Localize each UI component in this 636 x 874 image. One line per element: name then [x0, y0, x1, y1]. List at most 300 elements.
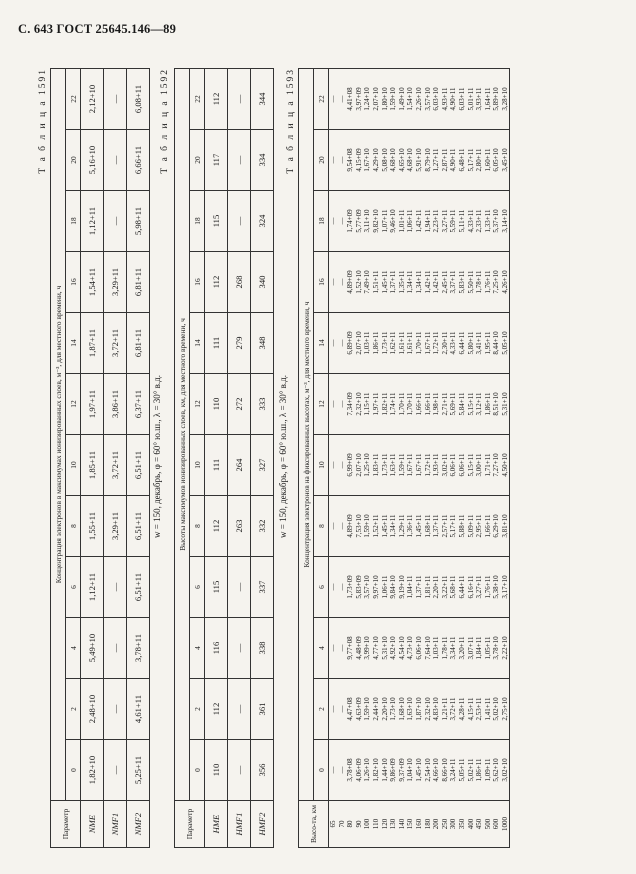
table-cell: —: [338, 496, 347, 557]
table-cell: 112: [205, 252, 228, 313]
row-label: 110: [372, 801, 381, 848]
table-cell: 6,03+11: [458, 69, 467, 130]
table-cell: 4,66+10: [432, 740, 441, 801]
table-cell: 4,54+10: [398, 618, 407, 679]
table-cell: 3,12+11: [475, 374, 484, 435]
table-row: [205, 69, 228, 848]
table-1592-title: w = 150, декабрь, φ = 60° ю.ш., λ = 30° в.д.: [278, 375, 288, 538]
table-cell: 1,83+11: [372, 435, 381, 496]
table-cell: 4,90+11: [449, 130, 458, 191]
table-cell: 1,82+11: [381, 374, 390, 435]
table-row: [484, 69, 493, 848]
table-cell: 1,64+11: [484, 69, 493, 130]
table-cell: 1,63+10: [406, 679, 415, 740]
row-label: 80: [346, 801, 355, 848]
table-cell: 1,98+11: [432, 374, 441, 435]
row-label: NME: [81, 801, 104, 848]
table-cell: 7,34+09: [346, 374, 355, 435]
table-row: [372, 69, 381, 848]
table-cell: 5,83+11: [458, 252, 467, 313]
table-cell: 5,84+11: [458, 374, 467, 435]
table-cell: 1,21+11: [441, 679, 450, 740]
table-cell: —: [104, 69, 127, 130]
table-cell: 2,95+11: [475, 496, 484, 557]
table-cell: 1,03+11: [432, 618, 441, 679]
table-cell: 3,14+10: [501, 191, 510, 252]
table-cell: 1,60+11: [484, 130, 493, 191]
hour-header: 16: [66, 252, 81, 313]
table-cell: 1,37+11: [432, 496, 441, 557]
hour-header: 4: [66, 618, 81, 679]
table-cell: 1,49+10: [398, 69, 407, 130]
table-cell: 117: [205, 130, 228, 191]
table-cell: 1,95+11: [484, 313, 493, 374]
table-row: [363, 69, 372, 848]
row-label: 250: [441, 801, 450, 848]
table-cell: 1,51+11: [372, 252, 381, 313]
table-cell: 1,67+11: [406, 435, 415, 496]
table-row: [228, 69, 251, 848]
table-cell: 1,45+11: [381, 496, 390, 557]
table-cell: 1,04+11: [406, 557, 415, 618]
hour-header: 0: [314, 740, 329, 801]
hour-header: 16: [190, 252, 205, 313]
table-cell: 6,51+11: [127, 435, 150, 496]
table-cell: 5,25+11: [127, 740, 150, 801]
table-cell: 1,12+11: [81, 557, 104, 618]
table-cell: 1,52+10: [355, 252, 364, 313]
table-cell: 1,59+10: [363, 679, 372, 740]
table-cell: 1,68+10: [398, 679, 407, 740]
table-cell: 9,97+10: [372, 557, 381, 618]
table-cell: 4,47+08: [346, 679, 355, 740]
table-cell: 2,54+10: [424, 740, 433, 801]
row-label: HME: [205, 801, 228, 848]
table-row: [475, 69, 484, 848]
table-cell: 5,38+10: [492, 557, 501, 618]
row-label: 65: [329, 801, 338, 848]
table-cell: 1,82+10: [81, 740, 104, 801]
table-cell: 1,72+11: [424, 435, 433, 496]
table-cell: 111: [205, 435, 228, 496]
hour-header: 10: [190, 435, 205, 496]
table-row: [449, 69, 458, 848]
table-cell: 1,01+11: [398, 191, 407, 252]
table-cell: 1,73+11: [381, 435, 390, 496]
hour-header: 14: [66, 313, 81, 374]
table-cell: 2,12+10: [81, 69, 104, 130]
table-cell: 112: [205, 679, 228, 740]
table-cell: —: [338, 252, 347, 313]
table-cell: 5,59+11: [449, 191, 458, 252]
table-cell: 4,50+10: [501, 435, 510, 496]
table-cell: 111: [205, 313, 228, 374]
table-cell: 1,66+11: [484, 496, 493, 557]
table-cell: —: [338, 557, 347, 618]
table-cell: 1,76+11: [484, 557, 493, 618]
table-cell: 3,27+11: [475, 557, 484, 618]
table-cell: 6,16+11: [467, 557, 476, 618]
table-cell: 4,93+11: [441, 69, 450, 130]
table-cell: —: [338, 191, 347, 252]
rotated-content: [36, 68, 596, 848]
hour-header: 12: [314, 374, 329, 435]
table-cell: 3,72+11: [449, 679, 458, 740]
table-cell: 356: [251, 740, 274, 801]
table-cell: 6,06+11: [449, 435, 458, 496]
table-cell: —: [228, 130, 251, 191]
row-label: 300: [449, 801, 458, 848]
table-cell: 2,32+10: [424, 679, 433, 740]
table-cell: 8,79+10: [424, 130, 433, 191]
row-label: 120: [381, 801, 390, 848]
table-cell: 1,34+11: [406, 252, 415, 313]
table-cell: 1,59+11: [398, 435, 407, 496]
table-cell: 9,54+08: [346, 130, 355, 191]
table-cell: 279: [228, 313, 251, 374]
table-cell: 333: [251, 374, 274, 435]
hour-header: 8: [190, 496, 205, 557]
table-cell: 4,29+10: [372, 130, 381, 191]
table-cell: —: [329, 435, 338, 496]
table-cell: —: [329, 374, 338, 435]
table-cell: 5,62+10: [492, 740, 501, 801]
table-row: [432, 69, 441, 848]
table-cell: 4,77+10: [372, 618, 381, 679]
hour-header: 14: [190, 313, 205, 374]
table-cell: 1,71+11: [484, 435, 493, 496]
table-cell: 4,83+10: [432, 679, 441, 740]
col-header: Параметр: [51, 801, 81, 848]
table-caption: Концентрация электронов в максимумах ионизированных слоев, м⁻³, для местного времени, ч: [51, 69, 66, 801]
table-cell: 361: [251, 679, 274, 740]
hour-header: 16: [314, 252, 329, 313]
table-cell: —: [338, 618, 347, 679]
table-1591-title: w = 150, декабрь, φ = 60° ю.ш., λ = 30° в.д.: [152, 375, 162, 538]
row-label: 160: [415, 801, 424, 848]
table-cell: 2,30+11: [441, 313, 450, 374]
table-cell: 5,49+10: [81, 618, 104, 679]
table-cell: 5,98+11: [127, 191, 150, 252]
table-caption: Концентрация электронов на фиксированных высотах, м⁻³, для местного времени, ч: [299, 69, 314, 801]
row-label: 100: [363, 801, 372, 848]
table-cell: 8,44+10: [492, 313, 501, 374]
table-cell: —: [338, 313, 347, 374]
table-cell: 4,41+08: [346, 69, 355, 130]
table-cell: 5,09+11: [467, 496, 476, 557]
table-cell: —: [329, 496, 338, 557]
table-cell: 2,07+10: [355, 435, 364, 496]
table-row: [81, 69, 104, 848]
table-cell: 5,15+11: [467, 435, 476, 496]
table-cell: 1,45+11: [415, 496, 424, 557]
table-cell: 1,03+11: [363, 313, 372, 374]
table-cell: —: [228, 557, 251, 618]
table-cell: 5,88+11: [458, 496, 467, 557]
table-cell: 1,25+10: [363, 435, 372, 496]
row-label: 450: [475, 801, 484, 848]
table-cell: 5,02+11: [467, 740, 476, 801]
table-cell: 5,11+11: [458, 191, 467, 252]
hour-header: 20: [66, 130, 81, 191]
table-cell: 5,50+11: [467, 252, 476, 313]
table-cell: 9,19+10: [398, 557, 407, 618]
table-cell: 1,05+11: [484, 618, 493, 679]
row-label: HMF2: [251, 801, 274, 848]
table-cell: 1,07+11: [381, 191, 390, 252]
table-cell: 115: [205, 557, 228, 618]
table-row: [406, 69, 415, 848]
table-cell: 264: [228, 435, 251, 496]
table-cell: 1,63+11: [389, 435, 398, 496]
table-cell: 3,02+10: [501, 740, 510, 801]
table-cell: —: [104, 679, 127, 740]
table-cell: 9,82+10: [372, 191, 381, 252]
table-cell: 7,25+10: [492, 252, 501, 313]
table-cell: 2,33+11: [475, 191, 484, 252]
col-header: Параметр: [175, 801, 205, 848]
table-row: [338, 69, 347, 848]
table-cell: 4,26+10: [501, 252, 510, 313]
table-cell: 1,66+11: [424, 374, 433, 435]
page-header: С. 643 ГОСТ 25645.146—89: [18, 22, 177, 36]
table-cell: 1,34+11: [389, 496, 398, 557]
table-cell: 4,63+09: [355, 679, 364, 740]
table-cell: 2,71+11: [441, 374, 450, 435]
table-cell: 1,80+10: [381, 69, 390, 130]
table-cell: 1,85+11: [81, 435, 104, 496]
table-1593-label: Т а б л и ц а 1593: [286, 68, 296, 174]
table-cell: 1,04+10: [406, 740, 415, 801]
table-cell: —: [329, 679, 338, 740]
table-cell: 4,68+10: [389, 130, 398, 191]
table-1593-block: [286, 68, 510, 848]
table-1592-label: Т а б л и ц а 1592: [160, 68, 170, 174]
table-row: [501, 69, 510, 848]
table-cell: 3,72+11: [104, 435, 127, 496]
table-cell: 3,07+11: [467, 618, 476, 679]
hour-header: 8: [314, 496, 329, 557]
table-1591-block: [38, 68, 162, 848]
table-cell: 3,41+11: [475, 313, 484, 374]
table-cell: 1,61+11: [398, 313, 407, 374]
table-cell: 1,68+11: [424, 496, 433, 557]
table-cell: 6,81+11: [127, 252, 150, 313]
row-label: 500: [484, 801, 493, 848]
table-cell: 8,51+10: [492, 374, 501, 435]
table-cell: 9,77+08: [346, 618, 355, 679]
table-cell: 2,32+10: [355, 374, 364, 435]
table-cell: 5,31+10: [381, 618, 390, 679]
hour-header: 4: [190, 618, 205, 679]
table-cell: 5,17+11: [467, 130, 476, 191]
table-cell: 1,78+11: [475, 252, 484, 313]
table-cell: 1,86+11: [475, 740, 484, 801]
table-cell: —: [329, 191, 338, 252]
table-cell: —: [329, 557, 338, 618]
table-cell: 3,17+10: [501, 557, 510, 618]
table-cell: —: [104, 557, 127, 618]
table-cell: —: [228, 740, 251, 801]
table-cell: 6,48+11: [458, 130, 467, 191]
table-cell: 1,26+10: [363, 740, 372, 801]
table-cell: 1,34+11: [415, 252, 424, 313]
table-cell: 1,93+11: [432, 435, 441, 496]
table-cell: 1,61+11: [406, 313, 415, 374]
table-cell: 1,66+11: [415, 374, 424, 435]
table-row: [398, 69, 407, 848]
table-row: [441, 69, 450, 848]
table-cell: 2,07+10: [355, 313, 364, 374]
row-label: NMF1: [104, 801, 127, 848]
table-cell: 327: [251, 435, 274, 496]
table-cell: 3,02+11: [441, 435, 450, 496]
table-row: [355, 69, 364, 848]
table-cell: —: [338, 69, 347, 130]
table-cell: 9,46+10: [389, 191, 398, 252]
table-cell: 5,16+10: [81, 130, 104, 191]
table-cell: 5,77+09: [355, 191, 364, 252]
table-cell: 3,81+10: [501, 496, 510, 557]
table-cell: 1,29+11: [398, 496, 407, 557]
table-cell: —: [228, 191, 251, 252]
table-cell: 7,27+10: [492, 435, 501, 496]
table-cell: 1,41+11: [484, 679, 493, 740]
table-1591-label: Т а б л и ц а 1591: [38, 68, 48, 174]
table-cell: 6,81+11: [127, 313, 150, 374]
table-cell: 340: [251, 252, 274, 313]
table-cell: —: [104, 130, 127, 191]
table-cell: 115: [205, 191, 228, 252]
table-cell: 6,51+11: [127, 496, 150, 557]
table-cell: 1,81+11: [424, 557, 433, 618]
table-cell: 1,33+11: [484, 191, 493, 252]
table-row: [458, 69, 467, 848]
table-cell: 1,44+10: [381, 740, 390, 801]
table-cell: 4,89+09: [346, 496, 355, 557]
table-cell: 112: [205, 69, 228, 130]
table-cell: 4,89+09: [346, 252, 355, 313]
table-cell: 3,00+11: [475, 435, 484, 496]
table-cell: 3,11+10: [363, 191, 372, 252]
row-label: 400: [467, 801, 476, 848]
table-cell: 1,97+11: [372, 374, 381, 435]
table-row: [492, 69, 501, 848]
table-row: [389, 69, 398, 848]
table-cell: 5,01+11: [467, 69, 476, 130]
table-cell: 1,72+11: [432, 313, 441, 374]
table-cell: 2,20+10: [381, 679, 390, 740]
table-cell: 1,86+11: [372, 313, 381, 374]
table-cell: 4,28+11: [458, 679, 467, 740]
table-cell: 1,45+11: [381, 252, 390, 313]
table-cell: 7,53+10: [355, 496, 364, 557]
table-1592-block: [160, 68, 288, 848]
row-label: 70: [338, 801, 347, 848]
table-cell: 5,05+10: [501, 313, 510, 374]
row-label: 180: [424, 801, 433, 848]
table-cell: 2,48+10: [81, 679, 104, 740]
table-cell: 1,74+11: [389, 374, 398, 435]
table-cell: 3,78+10: [492, 618, 501, 679]
table-cell: 2,87+11: [441, 130, 450, 191]
table-cell: 1,24+10: [363, 69, 372, 130]
table-cell: 1,42+11: [432, 252, 441, 313]
table-cell: —: [329, 69, 338, 130]
table-cell: 5,68+11: [449, 557, 458, 618]
table-cell: 1,37+11: [415, 557, 424, 618]
table-cell: 4,06+09: [355, 740, 364, 801]
table-cell: 1,87+11: [81, 313, 104, 374]
row-label: NMF2: [127, 801, 150, 848]
table-cell: 3,45+10: [501, 130, 510, 191]
table-cell: 1,67+11: [424, 313, 433, 374]
table-cell: 1,67+11: [415, 435, 424, 496]
table-cell: —: [329, 252, 338, 313]
table-cell: 1,52+11: [372, 496, 381, 557]
table-cell: 6,99+09: [346, 435, 355, 496]
table-cell: 1,35+11: [398, 252, 407, 313]
table-cell: 7,49+10: [363, 252, 372, 313]
table-1592: [174, 68, 274, 848]
table-cell: 324: [251, 191, 274, 252]
table-cell: 2,26+10: [415, 69, 424, 130]
hour-header: 2: [314, 679, 329, 740]
table-row: [346, 69, 355, 848]
table-cell: —: [329, 618, 338, 679]
row-label: HMF1: [228, 801, 251, 848]
table-cell: 5,80+11: [467, 313, 476, 374]
table-cell: 4,61+11: [127, 679, 150, 740]
table-cell: 2,07+10: [372, 69, 381, 130]
table-cell: 2,22+10: [501, 618, 510, 679]
table-cell: 5,37+10: [492, 191, 501, 252]
hour-header: 6: [190, 557, 205, 618]
table-cell: 1,76+11: [484, 252, 493, 313]
table-cell: 1,78+11: [441, 618, 450, 679]
table-row: [127, 69, 150, 848]
hour-header: 0: [66, 740, 81, 801]
table-cell: 1,87+10: [415, 679, 424, 740]
table-cell: 3,86+11: [104, 374, 127, 435]
table-cell: 6,03+10: [432, 69, 441, 130]
table-cell: 3,22+11: [441, 557, 450, 618]
table-row: [251, 69, 274, 848]
table-cell: 2,23+11: [432, 191, 441, 252]
table-cell: —: [338, 679, 347, 740]
table-cell: 1,97+11: [81, 374, 104, 435]
table-cell: 1,86+11: [484, 374, 493, 435]
table-cell: 1,73+11: [381, 313, 390, 374]
table-cell: 5,17+11: [449, 496, 458, 557]
row-label: 350: [458, 801, 467, 848]
table-cell: 3,78+11: [127, 618, 150, 679]
table-cell: 5,31+10: [501, 374, 510, 435]
table-cell: 2,20+11: [432, 557, 441, 618]
hour-header: 2: [190, 679, 205, 740]
table-cell: 1,06+11: [381, 557, 390, 618]
table-cell: 1,94+11: [424, 191, 433, 252]
table-cell: 4,33+11: [467, 191, 476, 252]
table-row: [104, 69, 127, 848]
table-cell: 2,75+10: [501, 679, 510, 740]
hour-header: 2: [66, 679, 81, 740]
table-cell: 2,44+10: [372, 679, 381, 740]
table-cell: —: [104, 740, 127, 801]
hour-header: 12: [66, 374, 81, 435]
table-row: [467, 69, 476, 848]
table-cell: 6,05+10: [492, 130, 501, 191]
